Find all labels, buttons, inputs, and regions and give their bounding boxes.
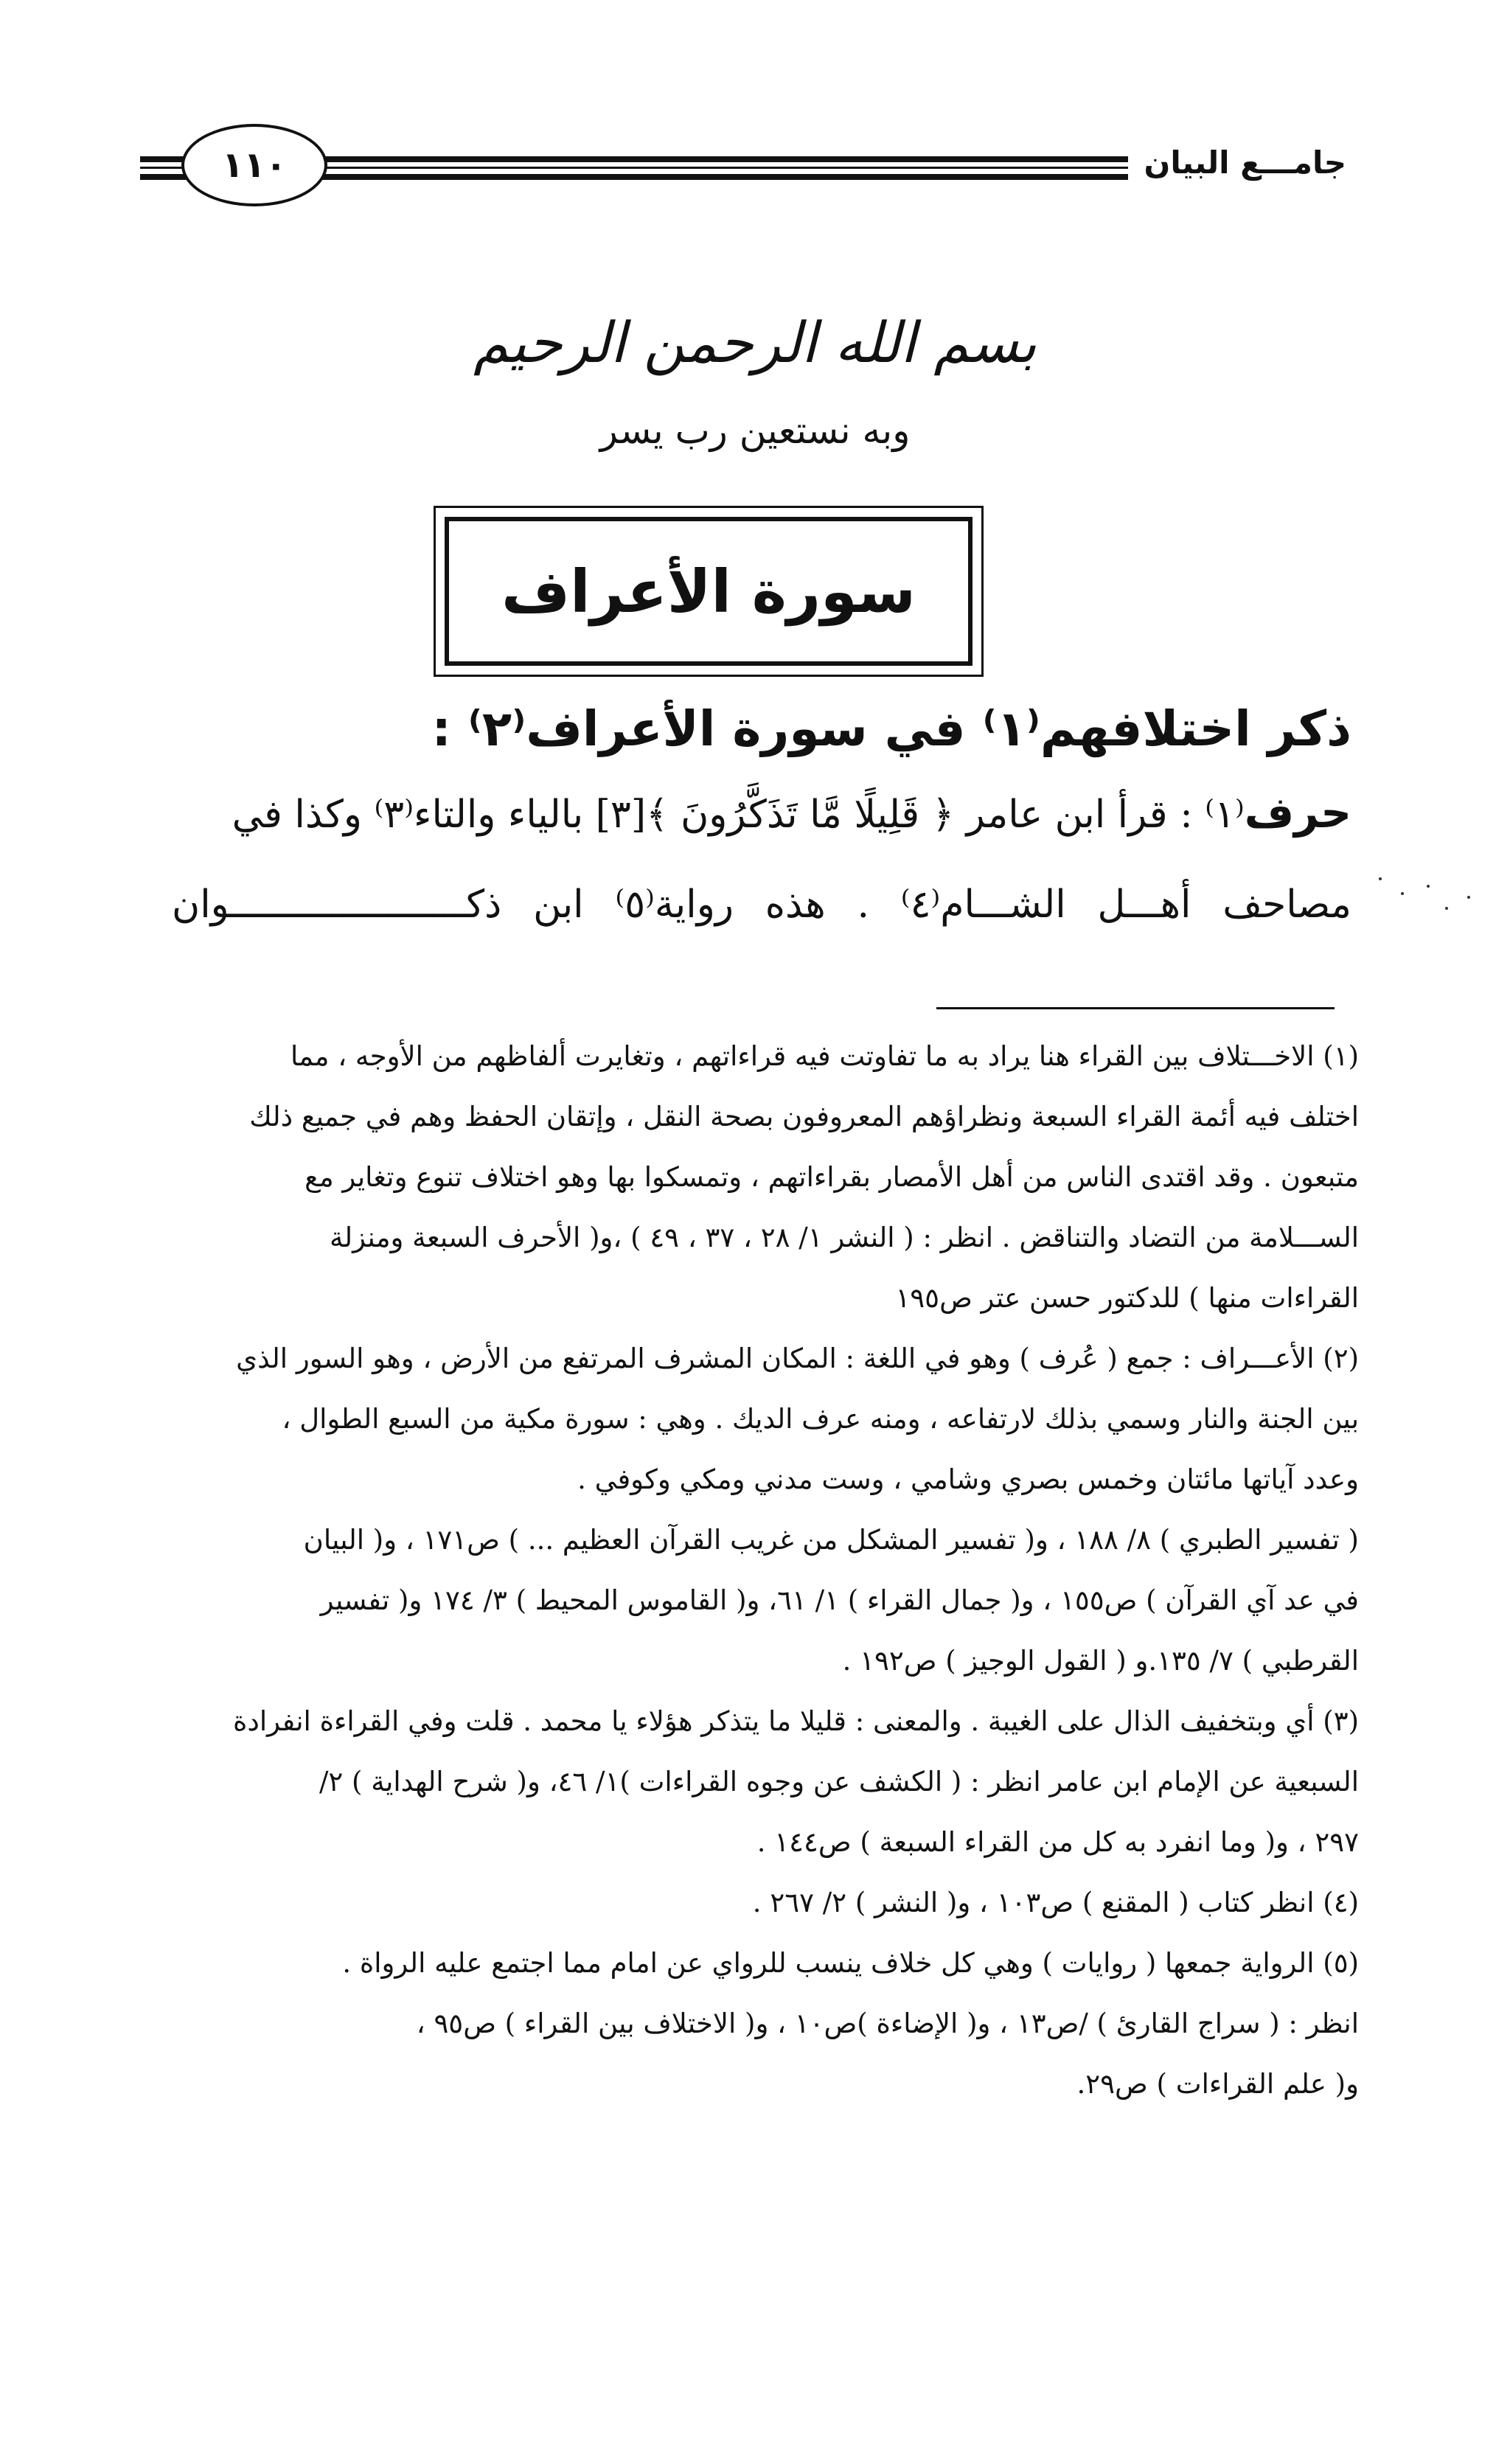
footnote-line: (٤) انظر كتاب ( المقنع ) ص١٠٣ ، و( النشر ) ٢/ ٢٦٧ . — [752, 1887, 1359, 1918]
footnote-separator — [936, 1007, 1335, 1009]
scan-speck — [1401, 892, 1404, 895]
footnote-line: (٢) الأعـــراف : جمع ( عُرف ) وهو في اللغة : المكان المشرف المرتفع من الأرض ، وهو السور الذي — [236, 1343, 1359, 1374]
footnote-line: الســـلامة من التضاد والتناقض . انظر : ( النشر ١/ ٢٨ ، ٣٧ ، ٤٩ ) ،و( الأحرف السبعة ومنزلة — [330, 1222, 1359, 1253]
page-number: ١١٠ — [181, 124, 327, 206]
scan-speck — [1379, 877, 1382, 880]
footnote-line: وعدد آياتها مائتان وخمس بصري وشامي ، وست مدني ومكي وكوفي . — [577, 1464, 1359, 1495]
footnote-line: السبعية عن الإمام ابن عامر انظر : ( الكشف عن وجوه القراءات )١/ ٤٦، و( شرح الهداية ) ٢/ — [319, 1766, 1359, 1797]
footnote-line: و( علم القراءات ) ص٢٩. — [1076, 2068, 1359, 2100]
basmala: بسم الله الرحمن الرحيم — [473, 310, 1037, 375]
footnote-line: اختلف فيه أئمة القراء السبعة ونظراؤهم المعروفون بصحة النقل ، وإتقان الحفظ وهم في جميع ذلك — [249, 1101, 1359, 1132]
footnote-line: انظر : ( سراج القارئ ) /ص١٣ ، و( الإضاءة )ص١٠ ، و( الاختلاف بين القراء ) ص٩٥ ، — [416, 2008, 1359, 2039]
scan-speck — [1427, 885, 1430, 888]
footnote-line: متبعون . وقد اقتدى الناس من أهل الأمصار بقراءاتهم ، وتمسكوا بها وهو اختلاف تنوع وتغاير مع — [305, 1161, 1359, 1193]
body-line-1 — [172, 787, 1351, 839]
surah-title-frame — [434, 506, 984, 677]
footnote-line: ( تفسير الطبري ) ٨/ ١٨٨ ، و( تفسير المشكل من غريب القرآن العظيم ... ) ص١٧١ ، و( البيان — [303, 1524, 1359, 1556]
body-line-2: مصاحف أهـــل الشـــام⁽٤⁾ . هذه رواية⁽٥⁾ ابن ذكـــــــــــــــــــــوان — [172, 883, 1352, 927]
footnote-line: (٥) الرواية جمعها ( روايات ) وهي كل خلاف ينسب للرواي عن امام مما اجتمع عليه الرواة . — [342, 1947, 1359, 1979]
scan-speck — [1467, 896, 1470, 899]
footnote-line: ٢٩٧ ، و( وما انفرد به كل من القراء السبعة ) ص١٤٤ . — [756, 1826, 1359, 1858]
harf-label: حرف — [1244, 787, 1351, 838]
section-heading: ذكر اختلافهم⁽١⁾ في سورة الأعراف⁽٢⁾ : — [431, 700, 1351, 757]
book-title: جامـــع البيان — [1144, 145, 1346, 181]
footnote-line: بين الجنة والنار وسمي بذلك لارتفاعه ، ومنه عرف الديك . وهي : سورة مكية من السبع الطوال ، — [282, 1403, 1359, 1435]
surah-title-inner-frame — [445, 517, 973, 666]
footnote-line: في عد آي القرآن ) ص١٥٥ ، و( جمال القراء ) ١/ ٦١، و( القاموس المحيط ) ٣/ ١٧٤ و( تفسير — [320, 1584, 1359, 1616]
dua-line: وبه نستعين رب يسر — [599, 409, 911, 452]
footnote-line: (٣) أي وبتخفيف الذال على الغيبة . والمعنى : قليلا ما يتذكر هؤلاء يا محمد . قلت وفي القراءة انفرادة — [232, 1705, 1359, 1737]
footnote-line: القرطبي ) ٧/ ١٣٥.و ( القول الوجيز ) ص١٩٢ . — [842, 1645, 1359, 1677]
body-line-1-text: ⁽١⁾ : قرأ ابن عامر ﴿ قَلِيلًا مَّا تَذَكَّرُونَ ﴾[٣] بالياء والتاء⁽٣⁾ وكذا في — [232, 793, 1245, 837]
surah-title: سورة الأعراف — [501, 557, 916, 626]
footnotes — [179, 1026, 1359, 2115]
scan-speck — [1445, 907, 1448, 910]
footnote-line: القراءات منها ) للدكتور حسن عتر ص١٩٥ — [895, 1282, 1359, 1314]
footnote-line: (١) الاخـــتلاف بين القراء هنا يراد به ما تفاوتت فيه قراءاتهم ، وتغايرت ألفاظهم من الأوجه ، مما — [290, 1040, 1359, 1072]
